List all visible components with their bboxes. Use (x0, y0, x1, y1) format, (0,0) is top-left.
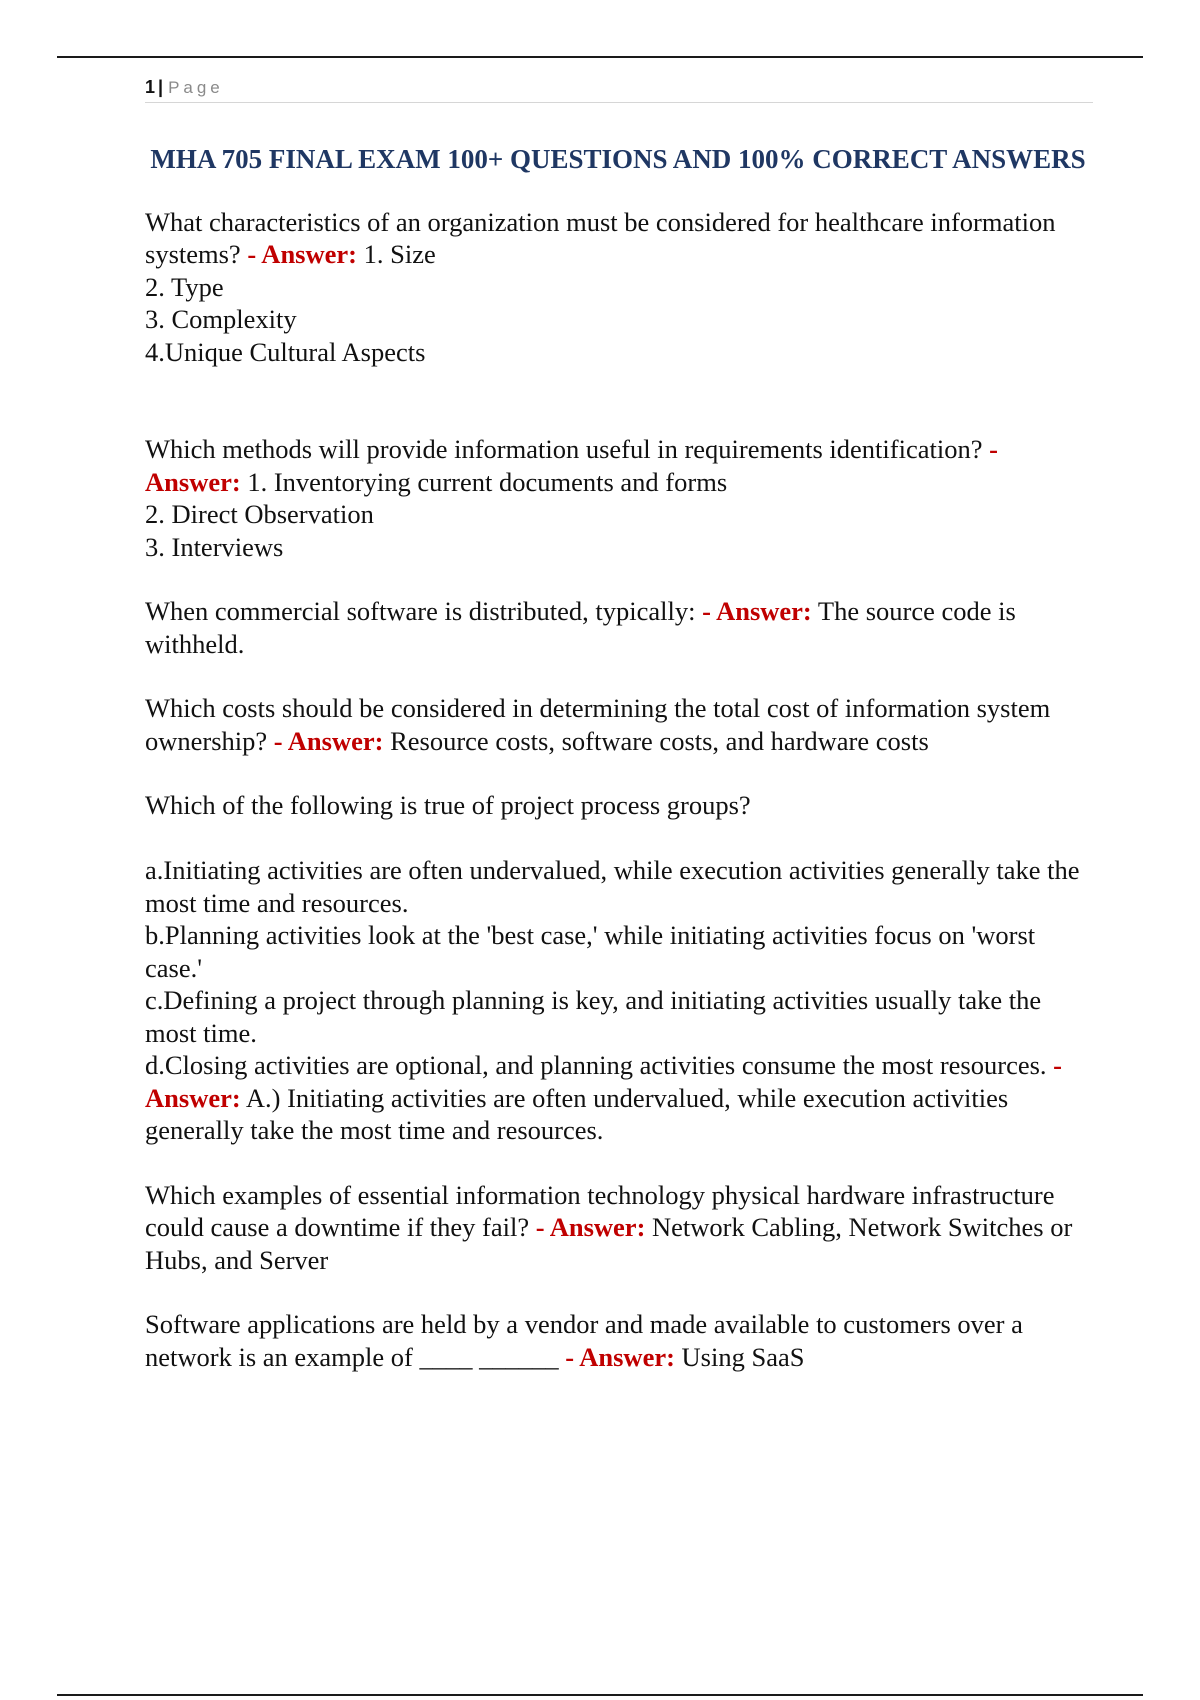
document-title: MHA 705 FINAL EXAM 100+ QUESTIONS AND 100% CORRECT ANSWERS (150, 144, 1086, 174)
qa-item-6 (145, 1179, 1091, 1277)
answer-line: 1. Inventorying current documents and forms (247, 466, 728, 497)
answer-label: - Answer: (565, 1341, 675, 1372)
answer-text: Resource costs, software costs, and hardware costs (390, 725, 929, 756)
qa-item-7 (145, 1308, 1091, 1373)
document-body (145, 143, 1091, 1405)
answer-line: 2. Type (145, 271, 224, 302)
question-text: Which costs should be considered in determining the total cost of information system ownership? (145, 693, 1051, 756)
qa-item-4 (145, 692, 1091, 757)
answer-line: 1. Size (363, 239, 436, 269)
page-label: Page (168, 78, 224, 97)
question-text: Which of the following is true of project process groups? (145, 790, 751, 820)
qa-item-2 (145, 433, 1091, 563)
answer-option: b.Planning activities look at the 'best case,' while initiating activities focus on 'worst case.' (145, 920, 1036, 983)
question-text: When commercial software is distributed, typically: (145, 596, 696, 626)
question-text: Which examples of essential information technology physical hardware infrastructure could cause a downtime if they fail? (145, 1179, 1055, 1242)
answer-text: Using SaaS (681, 1341, 805, 1372)
question-text: Which methods will provide information useful in requirements identification? (145, 434, 983, 464)
page-separator: | (158, 77, 164, 97)
question-text: Software applications are held by a vendor and made available to customers over a network is an example of ____ ______ (145, 1309, 1023, 1372)
qa-item-3 (145, 595, 1091, 660)
answer-label: - Answer: (273, 725, 384, 756)
answer-text: A.) Initiating activities are often undervalued, while execution activities generally take the most time and resources. (145, 1082, 1009, 1145)
qa-item-1 (145, 206, 1091, 369)
answer-label: - Answer: (247, 239, 357, 269)
answer-label: - Answer: (145, 434, 998, 497)
question-text: What characteristics of an organization must be considered for healthcare information systems? (145, 206, 1056, 269)
answer-text: Network Cabling, Network Switches or Hubs, and Server (145, 1212, 1073, 1275)
answer-line: 4.Unique Cultural Aspects (145, 336, 426, 367)
answer-line: 2. Direct Observation (145, 499, 374, 529)
answer-text: The source code is withheld. (145, 596, 1016, 659)
answer-option: c.Defining a project through planning is key, and initiating activities usually take the most time. (145, 985, 1042, 1048)
bottom-rule (57, 1694, 1143, 1696)
top-rule (57, 56, 1143, 58)
answer-label: - Answer: (702, 596, 812, 626)
answer-label: - Answer: (145, 1050, 1062, 1113)
qa-item-5 (145, 789, 1091, 1147)
answer-line: 3. Complexity (145, 304, 297, 334)
answer-option: a.Initiating activities are often undervalued, while execution activities generally take the most time and resources. (145, 855, 1080, 918)
answer-option: d.Closing activities are optional, and planning activities consume the most resources. (145, 1050, 1047, 1080)
answer-label: - Answer: (535, 1212, 646, 1242)
answer-line: 3. Interviews (145, 531, 284, 562)
page-number: 1 (145, 77, 156, 97)
page-header (145, 74, 1093, 103)
